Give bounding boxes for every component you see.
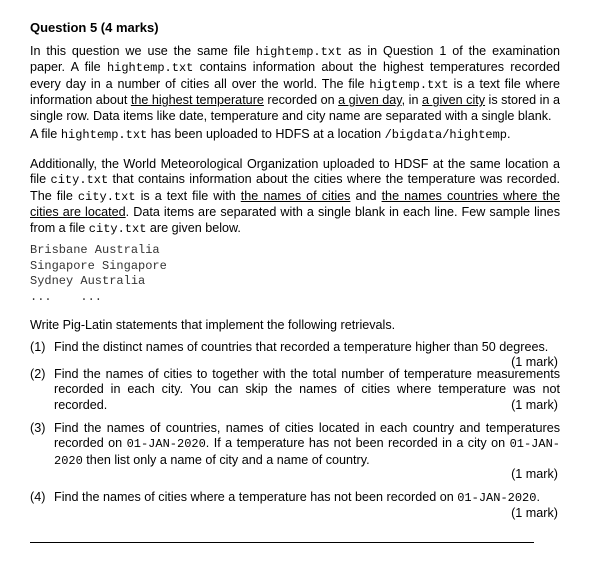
task-number: (1) — [30, 340, 46, 354]
date-literal: 01-JAN-2020 — [126, 437, 206, 452]
paragraph-hightemp-description: In this question we use the same file hightemp.txt as in Question 1 of the examination paper. A file hightemp.txt contains information about the highest temperatures recorded every day in a number of cities all over the world. The file higtemp.txt is a text file where information about the highest temperature recorded on a given day, in a given city is stored in a single row. Data items like date, temperature and city name are separated with a single blank. — [30, 44, 561, 123]
sample-line: Brisbane Australia — [30, 243, 160, 257]
task-number: (2) — [30, 367, 46, 381]
filename-hightemp: hightemp.txt — [106, 61, 194, 76]
filename-higtemp: higtemp.txt — [369, 77, 449, 92]
task-mark: (1 mark) — [511, 398, 558, 412]
filename-hightemp: hightemp.txt — [255, 45, 343, 59]
sample-line: Sydney Australia — [30, 274, 146, 288]
date-literal: 01-JAN-2020 — [457, 491, 537, 505]
task-text: Find the names of cities to together with the total number of temperature measurements recorded in each city. You can skip the names of cities where temperature was not recorded. — [54, 367, 560, 412]
task-3 — [30, 421, 560, 481]
underlined-phrase: a given city — [422, 93, 486, 108]
filename-city: city.txt — [88, 221, 147, 236]
filename-hightemp: hightemp.txt — [60, 128, 148, 142]
task-2 — [30, 367, 560, 413]
filename-city: city.txt — [77, 189, 136, 204]
question-title: Question 5 (4 marks) — [30, 20, 159, 35]
paragraph-hdfs-location: A file hightemp.txt has been uploaded to HDFS at a location /bigdata/hightemp. — [30, 127, 511, 142]
task-mark: (1 mark) — [511, 355, 558, 369]
task-text: Find the distinct names of countries that recorded a temperature higher than 50 degrees. — [54, 340, 549, 354]
hdfs-path: /bigdata/hightemp — [384, 128, 507, 142]
date-literal: 01-JAN-2020 — [54, 437, 560, 468]
underlined-phrase: the names countries where the cities are located — [30, 188, 560, 220]
task-number: (4) — [30, 490, 46, 504]
paragraph-city-file: Additionally, the World Meteorological Organization uploaded to HDSF at the same location a file city.txt that contains information about the cities where the temperature was recorded. The file city.txt is a text file with the names of cities and the names countries where the cities are located. Data items are separated with a single blank in each line. Few sample lines from a file city.txt are given below. — [30, 157, 560, 236]
sample-city-lines — [30, 243, 167, 305]
task-1 — [30, 340, 560, 369]
task-mark: (1 mark) — [511, 467, 558, 481]
task-4 — [30, 490, 560, 520]
sample-line-ellipsis: ... ... — [30, 289, 103, 304]
underlined-phrase: a given day — [338, 93, 402, 108]
underlined-phrase: the names of cities — [240, 188, 351, 203]
task-mark: (1 mark) — [511, 506, 558, 520]
task-intro: Write Pig-Latin statements that implement the following retrievals. — [30, 318, 396, 332]
task-text: Find the names of cities where a temperature has not been recorded on 01-JAN-2020. — [54, 490, 540, 505]
sample-line: Singapore Singapore — [30, 258, 167, 273]
bottom-divider — [30, 542, 534, 543]
task-number: (3) — [30, 421, 46, 435]
filename-city: city.txt — [50, 173, 109, 188]
task-text: Find the names of countries, names of cities located in each country and temperatures recorded on 01-JAN-2020. If a temperature has not been recorded in a city on 01-JAN-2020 then list only a name of city and a name of country. — [54, 421, 560, 468]
underlined-phrase: the highest temperature — [130, 93, 264, 108]
